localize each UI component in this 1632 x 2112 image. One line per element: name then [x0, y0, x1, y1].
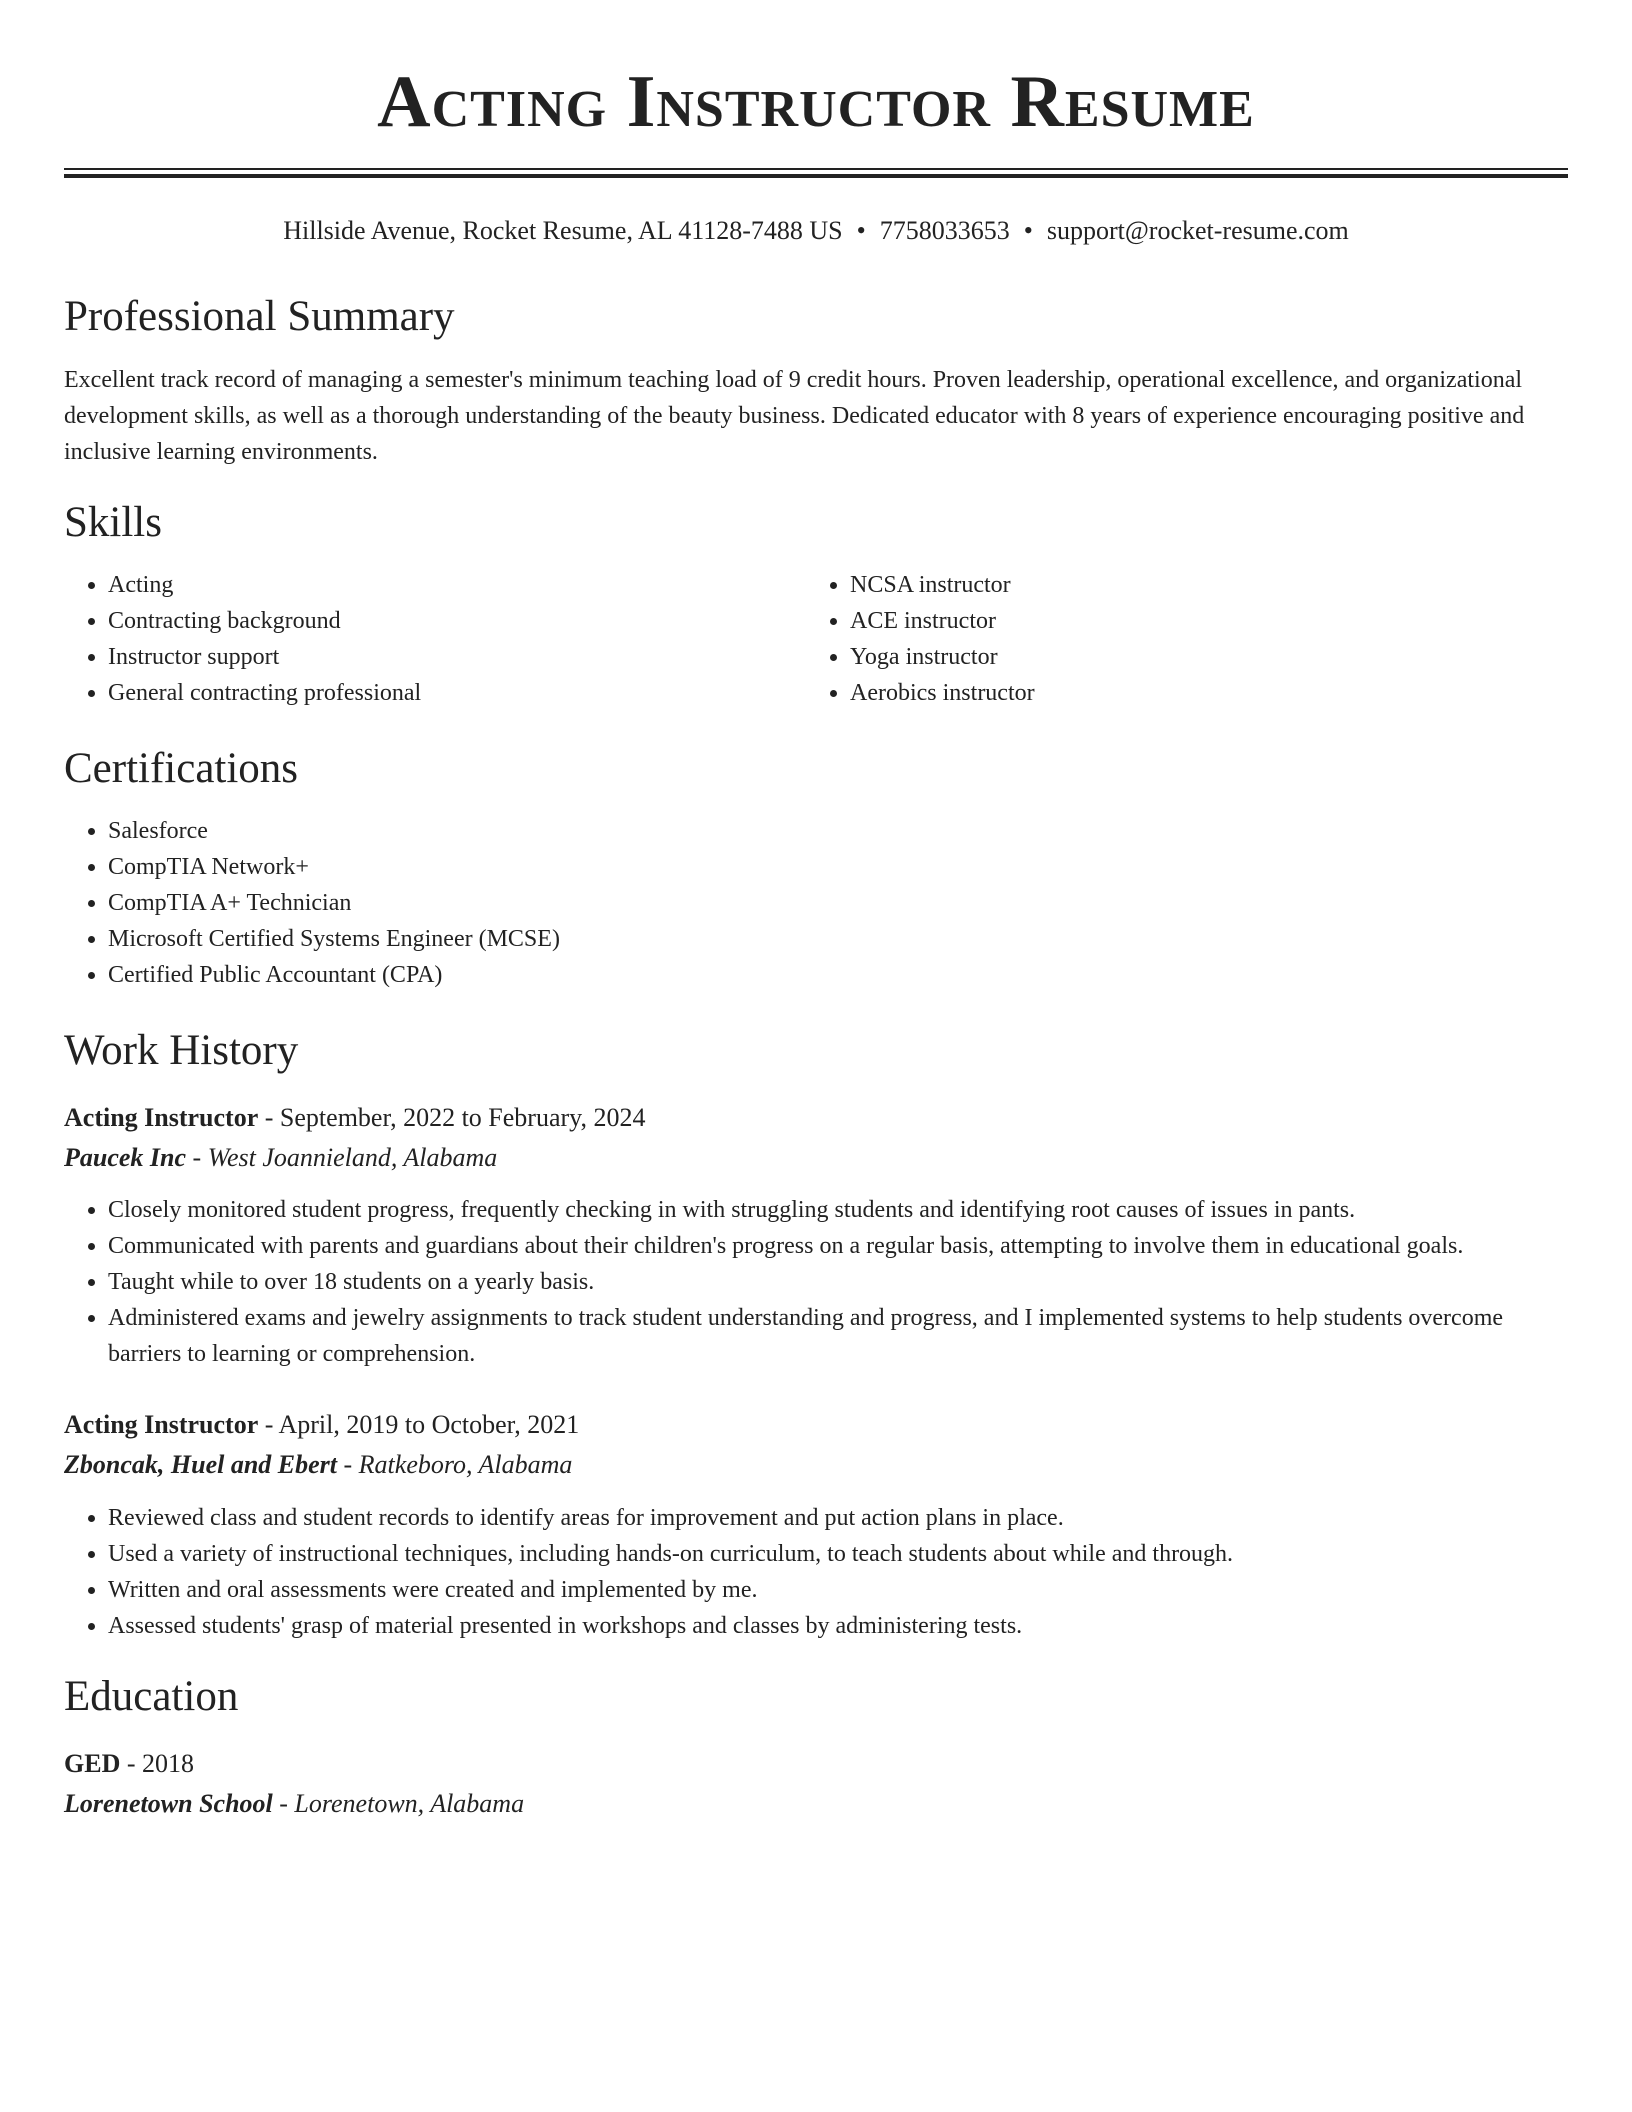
certifications-list: [64, 813, 1508, 993]
certification-item: • Salesforce: [108, 813, 1508, 849]
skills-list-right: [806, 567, 1550, 711]
job-bullet: • Administered exams and jewelry assignments to track student understanding and progress, and I implemented systems to help students overcome barriers to learning or comprehension.: [108, 1300, 1568, 1372]
work-history-heading: Work History: [64, 1027, 299, 1074]
contact-separator: •: [1023, 216, 1033, 245]
contact-separator: •: [856, 216, 866, 245]
certification-item: • Microsoft Certified Systems Engineer (MCSE): [108, 921, 1508, 957]
job-dates: - April, 2019 to October, 2021: [264, 1410, 580, 1439]
job-heading: [64, 1405, 579, 1445]
skill-item: • Acting: [108, 567, 808, 603]
skill-item: • Contracting background: [108, 603, 808, 639]
skills-list-left: [64, 567, 808, 711]
contact-address: Hillside Avenue, Rocket Resume, AL 41128-7488 US: [283, 216, 843, 245]
job-title: Acting Instructor: [64, 1103, 259, 1132]
job-title: Acting Instructor: [64, 1410, 259, 1439]
job-heading: [64, 1098, 645, 1138]
summary-heading: Professional Summary: [64, 293, 455, 340]
job-company: Paucek Inc: [64, 1143, 187, 1172]
job-employer: [64, 1138, 497, 1178]
education-degree: GED: [64, 1749, 121, 1778]
education-year: - 2018: [126, 1749, 195, 1778]
job-employer: [64, 1445, 572, 1485]
certification-item: • CompTIA Network+: [108, 849, 1508, 885]
education-location: - Lorenetown, Alabama: [279, 1789, 525, 1818]
title-divider-thin: [64, 168, 1568, 170]
skill-item: • Aerobics instructor: [850, 675, 1550, 711]
skill-item: • Yoga instructor: [850, 639, 1550, 675]
certifications-heading: Certifications: [64, 745, 299, 792]
skill-item: • ACE instructor: [850, 603, 1550, 639]
job-location: - Ratkeboro, Alabama: [343, 1450, 573, 1479]
job-bullets: [64, 1192, 1568, 1372]
job-dates: - September, 2022 to February, 2024: [264, 1103, 646, 1132]
resume-page: [64, 0, 1568, 1818]
job-location: - West Joannieland, Alabama: [192, 1143, 498, 1172]
skill-item: • NCSA instructor: [850, 567, 1550, 603]
certification-item: • CompTIA A+ Technician: [108, 885, 1508, 921]
job-bullet: • Communicated with parents and guardians about their children's progress on a regular basis, attempting to involve them in educational goals.: [108, 1228, 1568, 1264]
job-bullet: • Taught while to over 18 students on a yearly basis.: [108, 1264, 1568, 1300]
job-bullet: • Used a variety of instructional techniques, including hands-on curriculum, to teach students about while and through.: [108, 1536, 1568, 1572]
job-company: Zboncak, Huel and Ebert: [64, 1450, 338, 1479]
job-bullets: [64, 1500, 1568, 1644]
page-title: Acting Instructor Resume: [377, 61, 1255, 143]
contact-phone: 7758033653: [879, 216, 1010, 245]
job-bullet: • Reviewed class and student records to identify areas for improvement and put action plans in place.: [108, 1500, 1568, 1536]
summary-text: Excellent track record of managing a semester's minimum teaching load of 9 credit hours. Proven leadership, operational excellence, and organizational development skills, as well as a thorough understanding of the beauty business. Dedicated educator with 8 years of experience encouraging positive and inclusive learning environments.: [64, 367, 1525, 465]
title-divider-thick: [64, 174, 1568, 178]
skill-item: • General contracting professional: [108, 675, 808, 711]
skills-heading: Skills: [64, 499, 162, 546]
job-bullet: • Closely monitored student progress, frequently checking in with struggling students and identifying root causes of issues in pants.: [108, 1192, 1568, 1228]
certification-item: • Certified Public Accountant (CPA): [108, 957, 1508, 993]
contact-email: support@rocket-resume.com: [1046, 216, 1349, 245]
skill-item: • Instructor support: [108, 639, 808, 675]
education-school-line: [64, 1784, 524, 1824]
education-degree-line: [64, 1744, 194, 1784]
education-heading: Education: [64, 1673, 239, 1720]
job-bullet: • Assessed students' grasp of material presented in workshops and classes by administering tests.: [108, 1608, 1568, 1644]
education-school: Lorenetown School: [64, 1789, 273, 1818]
job-bullet: • Written and oral assessments were created and implemented by me.: [108, 1572, 1568, 1608]
contact-line: [64, 212, 1568, 250]
